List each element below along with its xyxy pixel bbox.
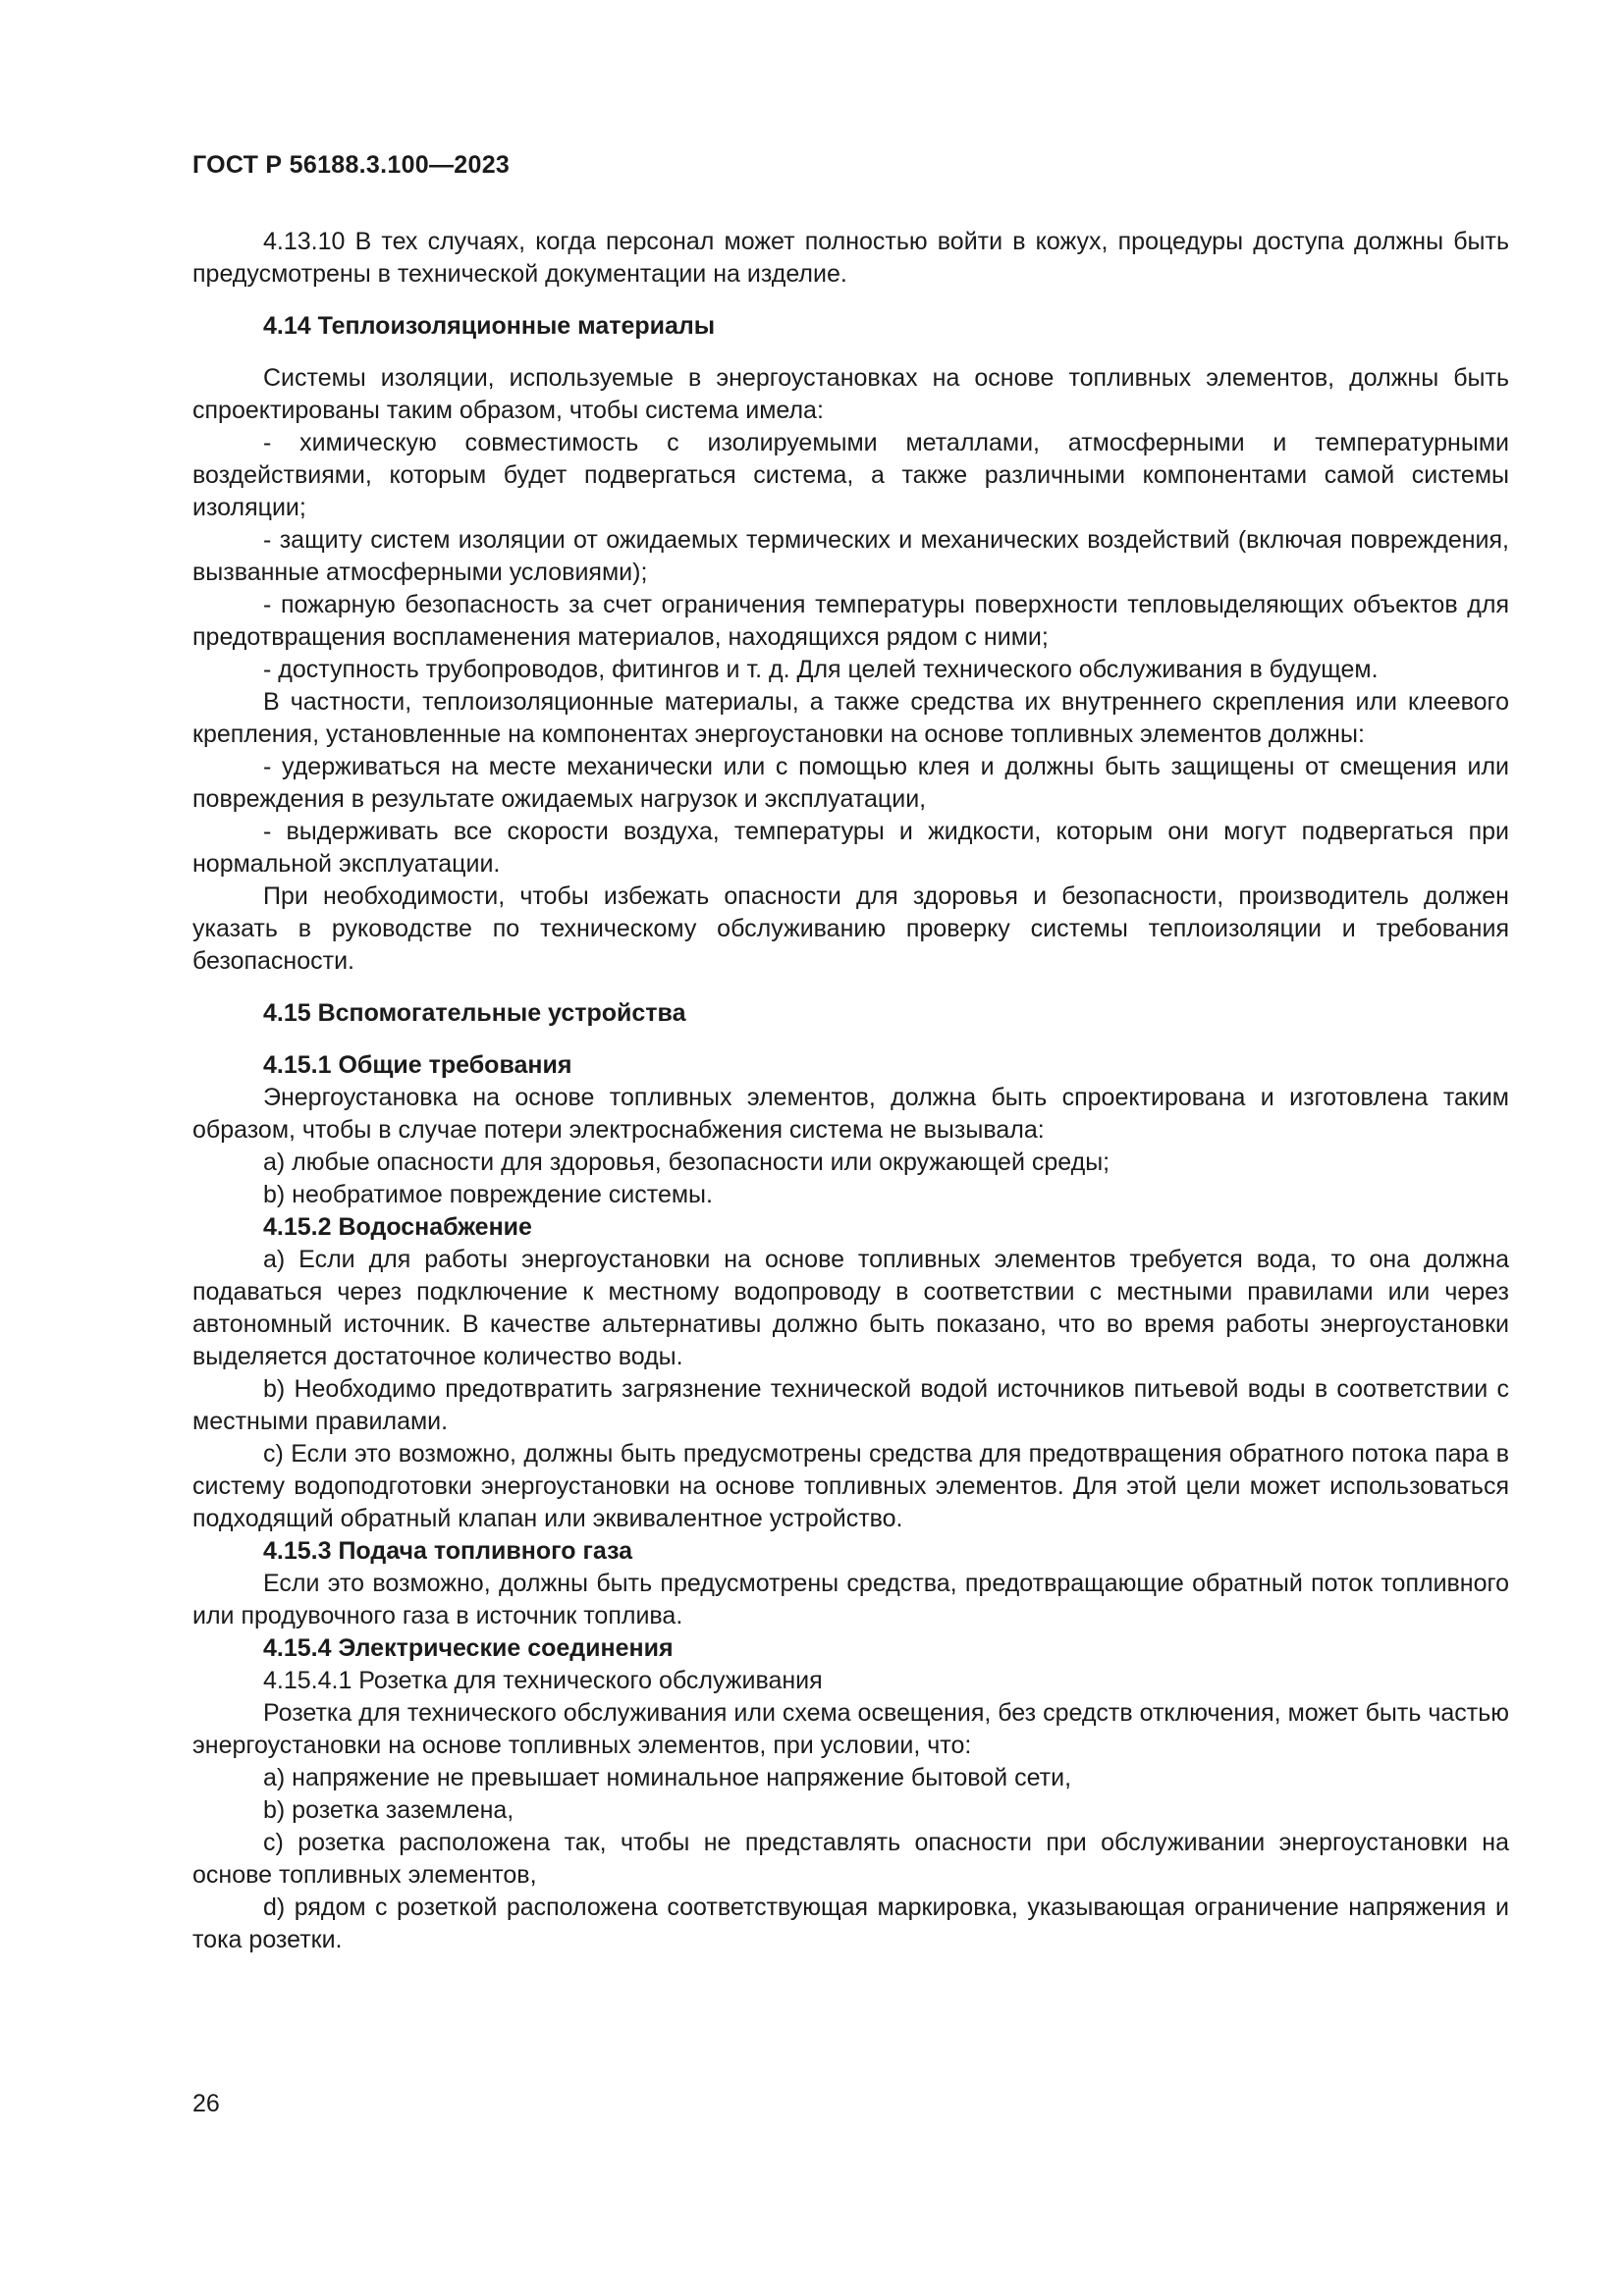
heading-4-14: 4.14 Теплоизоляционные материалы: [263, 312, 716, 340]
list-item: a) Если для работы энергоустановки на основе топливных элементов требуется вода, то она должна подаваться через подключение к местному водопроводу в соответствии с местными правилами или через автономный источник. В качестве альтернативы должно быть показано, что во время работы энергоустановки выделяется достаточное количество воды.: [192, 1246, 1509, 1370]
paragraph-4-15-1: Энергоустановка на основе топливных элементов, должна быть спроектирована и изготовлена таким образом, чтобы в случае потери электроснабжения система не вызывала:: [192, 1084, 1509, 1144]
paragraph-4-15-4: Розетка для технического обслуживания или схема освещения, без средств отключения, может быть частью энергоустановки на основе топливных элементов, при условии, что:: [192, 1699, 1509, 1759]
paragraph-4-15-3: Если это возможно, должны быть предусмотрены средства, предотвращающие обратный поток топливного или продувочного газа в источник топлива.: [192, 1570, 1509, 1629]
list-item: c) розетка расположена так, чтобы не представлять опасности при обслуживании энергоустановки на основе топливных элементов,: [192, 1829, 1509, 1889]
page-body: [192, 226, 1509, 1956]
list-item: - выдерживать все скорости воздуха, температуры и жидкости, которым они могут подвергаться при нормальной эксплуатации.: [192, 818, 1509, 878]
list-item: b) необратимое повреждение системы.: [263, 1181, 713, 1208]
subheading-4-15-4-1: 4.15.4.1 Розетка для технического обслуживания: [263, 1667, 823, 1694]
list-item: b) Необходимо предотвратить загрязнение технической водой источников питьевой воды в соответствии с местными правилами.: [192, 1375, 1509, 1435]
heading-4-15-4: 4.15.4 Электрические соединения: [263, 1634, 674, 1662]
list-item: - защиту систем изоляции от ожидаемых термических и механических воздействий (включая повреждения, вызванные атмосферными условиями);: [192, 526, 1509, 586]
list-item: c) Если это возможно, должны быть предусмотрены средства для предотвращения обратного потока пара в систему водоподготовки энергоустановки на основе топливных элементов. Для этой цели может использоваться подходящий обратный клапан или эквивалентное устройство.: [192, 1440, 1509, 1532]
paragraph-4-14-closing: При необходимости, чтобы избежать опасности для здоровья и безопасности, производитель должен указать в руководстве по техническому обслуживанию проверку системы теплоизоляции и требования безопасности.: [192, 882, 1509, 975]
list-item: - удерживаться на месте механически или с помощью клея и должны быть защищены от смещения или повреждения в результате ожидаемых нагрузок и эксплуатации,: [192, 753, 1509, 813]
list-item: a) любые опасности для здоровья, безопасности или окружающей среды;: [263, 1148, 1110, 1176]
list-item: - доступность трубопроводов, фитингов и т. д. Для целей технического обслуживания в будущем.: [263, 656, 1379, 683]
paragraph-4-14-intro: Системы изоляции, используемые в энергоустановках на основе топливных элементов, должны быть спроектированы таким образом, чтобы система имела:: [192, 364, 1509, 424]
list-item: a) напряжение не превышает номинальное напряжение бытовой сети,: [263, 1764, 1072, 1791]
list-item: - пожарную безопасность за счет ограничения температуры поверхности тепловыделяющих объектов для предотвращения воспламенения материалов, находящихся рядом с ними;: [192, 591, 1509, 651]
list-item: - химическую совместимость с изолируемыми металлами, атмосферными и температурными воздействиями, которым будет подвергаться система, а также различными компонентами самой системы изоляции;: [192, 429, 1509, 521]
heading-4-15-3: 4.15.3 Подача топливного газа: [263, 1537, 633, 1565]
page-number: 26: [192, 2090, 220, 2117]
heading-4-15-2: 4.15.2 Водоснабжение: [263, 1213, 532, 1241]
paragraph-4-14-intro2: В частности, теплоизоляционные материалы, а также средства их внутреннего скрепления или клеевого крепления, установленные на компонентах энергоустановки на основе топливных элементов должны:: [192, 688, 1509, 748]
paragraph-4-13-10: 4.13.10 В тех случаях, когда персонал может полностью войти в кожух, процедуры доступа должны быть предусмотрены в технической документации на изделие.: [192, 228, 1509, 288]
document-code-header: ГОСТ Р 56188.3.100—2023: [192, 151, 511, 179]
heading-4-15: 4.15 Вспомогательные устройства: [263, 999, 686, 1027]
heading-4-15-1: 4.15.1 Общие требования: [263, 1051, 572, 1079]
list-item: b) розетка заземлена,: [263, 1796, 514, 1824]
list-item: d) рядом с розеткой расположена соответствующая маркировка, указывающая ограничение напряжения и тока розетки.: [192, 1894, 1509, 1953]
